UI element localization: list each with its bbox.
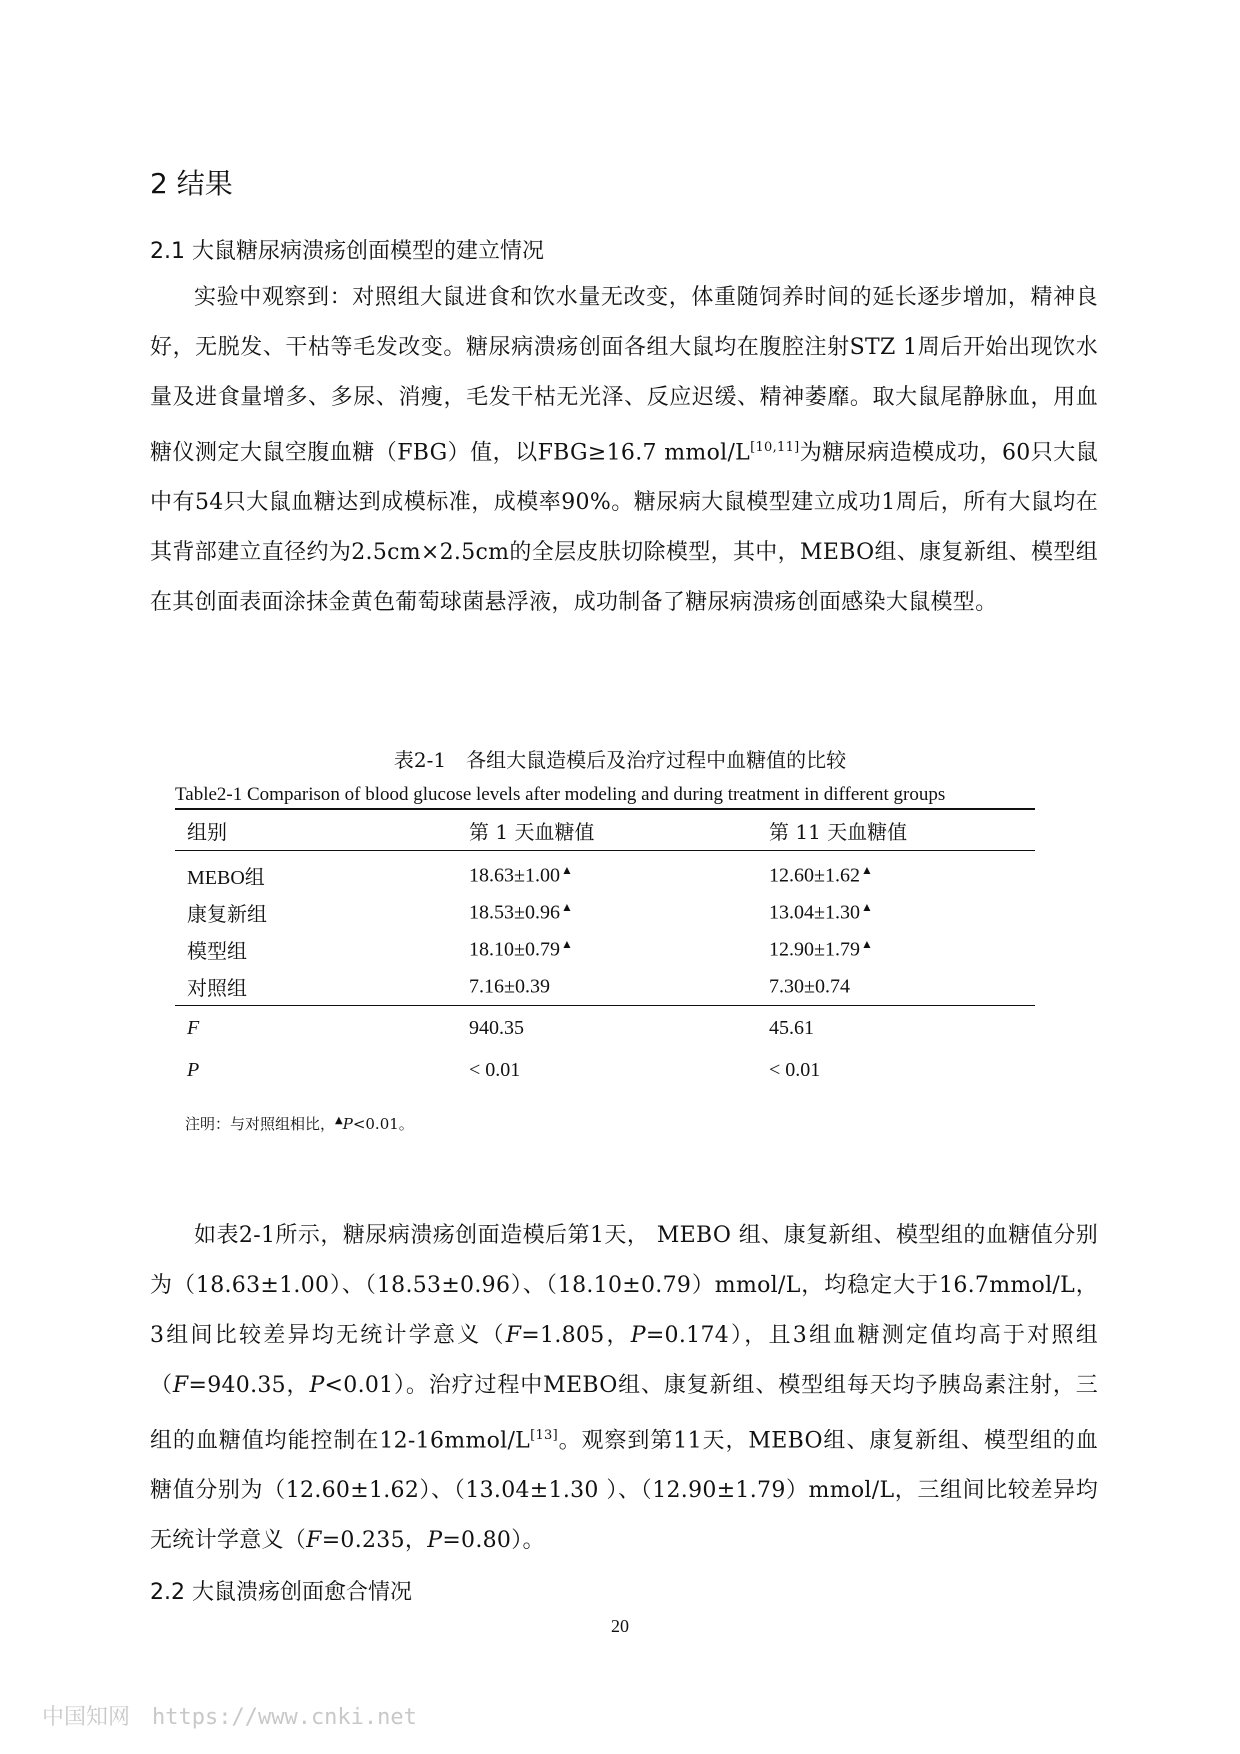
stat-p: P [309,1373,325,1398]
header-group: 组别 [175,809,457,851]
table-row [175,968,1035,1006]
cell-p-day1: < 0.01 [469,1058,521,1081]
cell-group: 康复新组 [187,904,267,926]
table-row [175,894,1035,931]
f-label: F [187,1016,200,1039]
cell-value: 12.60±1.62 [769,864,860,887]
table-row-p [175,1048,1035,1092]
paragraph-body [150,1211,1098,1566]
watermark: 中国知网 https://www.cnki.net [42,1705,417,1730]
table-caption-en: Table2-1 Comparison of blood glucose levels after modeling and during treatment in different groups [175,784,946,805]
cell-value: 7.16±0.39 [469,975,550,998]
note-mark: ▲ [335,1115,343,1126]
significance-mark: ▲ [560,863,573,878]
text-run: 为糖尿病造模成功，60只大鼠中有54只大鼠血糖达到成模标准，成模率90%。糖尿病大鼠模型建立成功1周后，所有大鼠均在其背部建立直径约为2.5cm×2.5cm的全层皮肤切除模型，其中，MEBO组、康复新组、模型组在其创面表面涂抹金黄色葡萄球菌悬浮液，成功制备了糖尿病溃疡创面感染大鼠模型。 [150,440,1098,616]
text-run: =940.35， [188,1373,310,1398]
cell-day11 [757,968,1035,1006]
cell-value: 18.10±0.79 [469,938,560,961]
text-run: =0.174），且3组血糖测定值均高于对照组（ [150,1323,1099,1398]
text-run: =0.235， [321,1528,428,1554]
citation-ref: [13] [530,1428,558,1443]
significance-mark: ▲ [860,900,873,915]
stat-f: F [172,1373,189,1398]
text-run: 实验中观察到：对照组大鼠进食和饮水量无改变，体重随饲养时间的延长逐步增加，精神良好，无脱发、干枯等毛发改变。糖尿病溃疡创面各组大鼠均在腹腔注射STZ 1周后开始出现饮水量及进食量增多、多尿、消瘦，毛发干枯无光泽、反应迟缓、精神萎靡。取大鼠尾静脉血，用血糖仪测定大鼠空腹血糖（FBG）值，以FBG≥16.7 mmol/L [150,285,1098,466]
stat-f: F [505,1323,522,1348]
significance-mark: ▲ [860,937,873,952]
significance-mark: ▲ [860,863,873,878]
cell-value: 12.90±1.79 [769,938,860,961]
table-row-f [175,1006,1035,1049]
header-day1: 第 1 天血糖值 [457,809,757,851]
cell-group: 模型组 [187,941,247,963]
cell-value: 18.63±1.00 [469,864,560,887]
cell-value: 13.04±1.30 [769,901,860,924]
cell-f-label [175,1006,457,1049]
cell-value: 18.53±0.96 [469,901,560,924]
cell-day11 [757,894,1035,931]
note-p: P [342,1115,353,1133]
text-run: <0.01）。治疗过程中MEBO组、康复新组、模型组每天均予胰岛素注射，三组的血糖值均能控制在12-16mmol/L [150,1373,1099,1454]
note-suffix: <0.01。 [352,1115,414,1133]
stat-f: F [306,1528,322,1554]
text-run: =0.80）。 [442,1528,545,1554]
note-prefix: 注明：与对照组相比， [185,1115,336,1133]
stat-p: P [427,1528,443,1554]
paragraph-body [150,273,1098,628]
cell-day1 [457,894,757,931]
significance-mark: ▲ [560,900,573,915]
blood-glucose-table [175,808,1035,1092]
cell-day11 [757,851,1035,895]
cell-f-day1: 940.35 [469,1016,524,1039]
table-header-row [175,809,1035,851]
text-run: =1.805， [521,1323,631,1348]
cell-group: 对照组 [175,968,457,1006]
subsection-title-2-1: 2.1 大鼠糖尿病溃疡创面模型的建立情况 [150,239,544,264]
cell-day1 [457,931,757,968]
table-note [185,1113,414,1134]
cell-day11 [757,931,1035,968]
cell-value: 7.30±0.74 [769,975,850,998]
cell-day1 [457,968,757,1006]
cell-p-day11: < 0.01 [769,1058,821,1081]
stat-p: P [630,1323,646,1348]
p-label: P [187,1058,200,1081]
section-title: 2 结果 [150,167,233,200]
cell-day1 [457,851,757,895]
text-run: 。观察到第11天，MEBO组、康复新组、模型组的血糖值分别为（12.60±1.62）、（13.04±1.30 ）、（12.90±1.79）mmol/L，三组间比较差异均无统计学意义（ [150,1428,1098,1554]
cell-group: MEBO组 [187,867,265,889]
paragraph-model-establishment [150,273,1098,628]
cell-f-day11: 45.61 [769,1016,814,1039]
cell-p-label [175,1048,457,1092]
table-row [175,851,1035,895]
header-day11: 第 11 天血糖值 [757,809,1035,851]
table-row [175,931,1035,968]
subsection-title-2-2: 2.2 大鼠溃疡创面愈合情况 [150,1580,412,1605]
text-run: 如表2-1所示，糖尿病溃疡创面造模后第1天， MEBO 组、康复新组、模型组的血糖值分别为（18.63±1.00）、（18.53±0.96）、（18.10±0.79）mmol/L，均稳定大于16.7mmol/L，3组间比较差异均无统计学意义（ [150,1223,1098,1348]
paragraph-table-discussion [150,1211,1098,1566]
page-number: 20 [611,1616,629,1636]
table-caption-zh: 表2-1 各组大鼠造模后及治疗过程中血糖值的比较 [393,748,847,772]
citation-ref: [10,11] [750,440,800,455]
significance-mark: ▲ [560,937,573,952]
